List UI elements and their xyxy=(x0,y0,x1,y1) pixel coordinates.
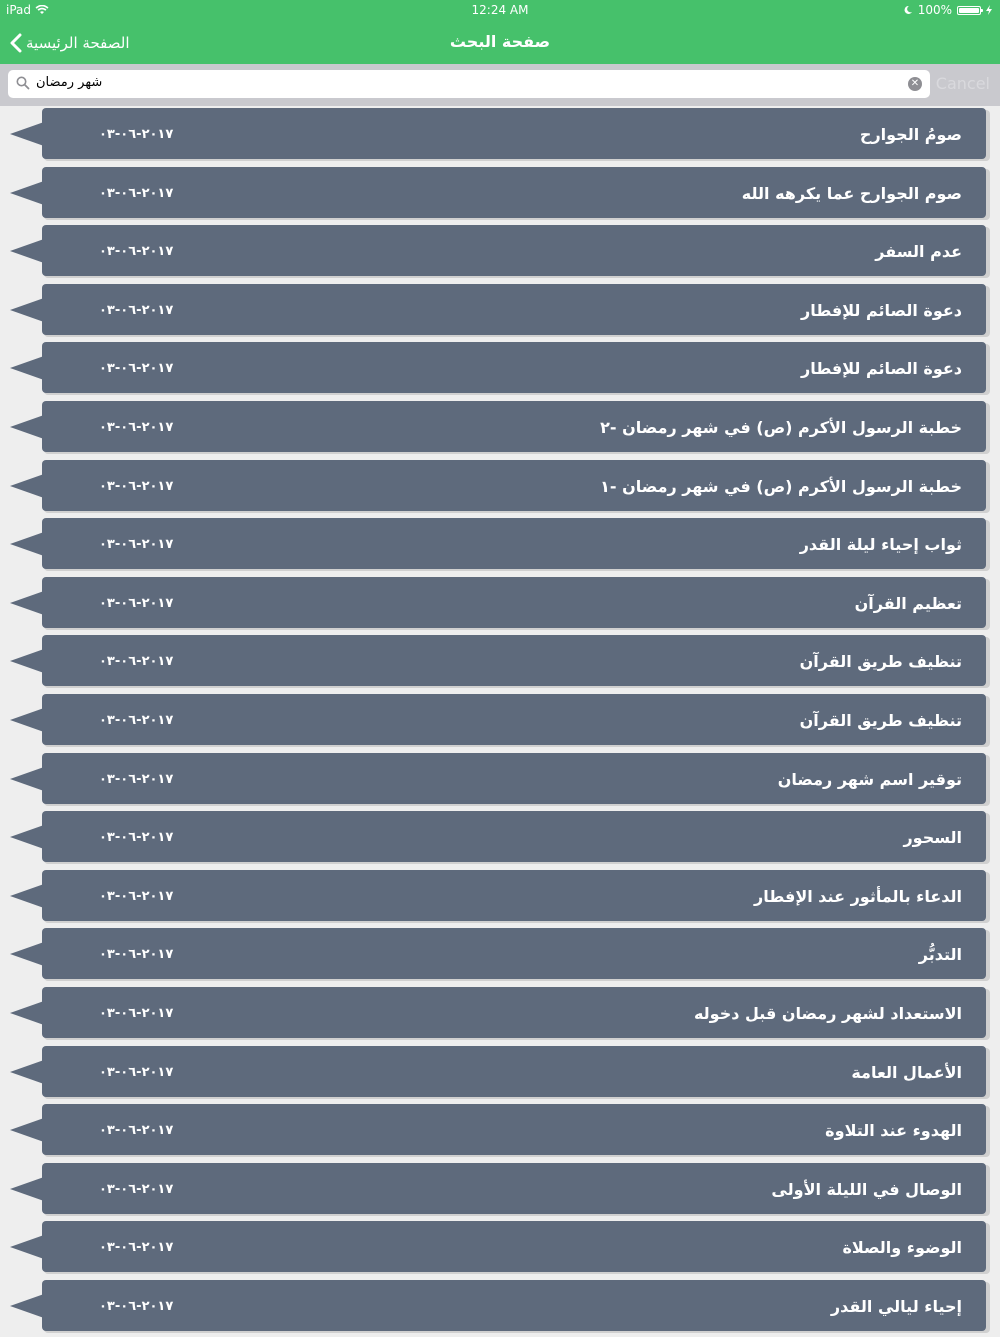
result-title: دعوة الصائم للإفطار xyxy=(800,359,962,379)
result-bubble xyxy=(42,225,986,276)
result-title: تنظيف طريق القرآن xyxy=(799,711,962,730)
bubble-tail xyxy=(10,942,44,966)
bubble-tail xyxy=(10,1235,44,1259)
result-bubble xyxy=(42,694,986,745)
result-row[interactable] xyxy=(0,165,1000,224)
result-date: ٢٠١٧-٠٦-٠٣ xyxy=(99,361,174,377)
bubble-tail xyxy=(10,122,44,146)
bubble-tail xyxy=(10,708,44,732)
result-date: ٢٠١٧-٠٦-٠٣ xyxy=(99,1299,174,1314)
result-bubble xyxy=(42,108,986,159)
bubble-tail xyxy=(10,181,44,205)
result-row[interactable] xyxy=(0,633,1000,692)
result-bubble xyxy=(42,1280,986,1331)
back-button-label: الصفحة الرئيسية xyxy=(26,34,130,52)
bubble-tail xyxy=(10,825,44,849)
result-date: ٢٠١٧-٠٦-٠٣ xyxy=(99,302,174,318)
result-date: ٢٠١٧-٠٦-٠٣ xyxy=(99,947,174,963)
result-date: ٢٠١٧-٠٦-٠٣ xyxy=(99,185,174,201)
result-date: ٢٠١٧-٠٦-٠٣ xyxy=(99,771,174,787)
result-title: توقير اسم شهر رمضان xyxy=(777,769,962,789)
result-row[interactable] xyxy=(0,926,1000,985)
result-title: الوضوء والصلاة xyxy=(842,1238,962,1258)
status-time: 12:24 AM xyxy=(471,3,529,17)
result-bubble xyxy=(42,401,986,452)
search-input-value: شهر رمضان xyxy=(36,75,103,90)
result-title: تنظيف طريق القرآن xyxy=(799,652,962,672)
result-date: ٢٠١٧-٠٦-٠٣ xyxy=(99,537,174,553)
battery-icon xyxy=(957,6,981,15)
result-title: إحياء ليالي القدر xyxy=(830,1297,962,1316)
result-title: ثواب إحياء ليلة القدر xyxy=(799,535,962,555)
result-row[interactable] xyxy=(0,1219,1000,1278)
result-row[interactable] xyxy=(0,985,1000,1044)
result-date: ٢٠١٧-٠٦-٠٣ xyxy=(99,1240,174,1256)
bubble-tail xyxy=(10,1118,44,1142)
result-title: عدم السفر xyxy=(875,242,962,262)
bubble-tail xyxy=(10,298,44,322)
result-bubble xyxy=(42,811,986,862)
status-right xyxy=(903,3,992,17)
result-title: الاستعداد لشهر رمضان قبل دخوله xyxy=(693,1004,962,1023)
result-bubble xyxy=(42,753,986,804)
moon-icon xyxy=(903,5,913,15)
result-date: ٢٠١٧-٠٦-٠٣ xyxy=(99,244,174,260)
result-bubble xyxy=(42,987,986,1038)
bubble-tail xyxy=(10,1001,44,1025)
page-title: صفحة البحث xyxy=(449,32,551,51)
result-bubble xyxy=(42,635,986,686)
result-row[interactable] xyxy=(0,1044,1000,1103)
bubble-tail xyxy=(10,1294,44,1318)
navigation-bar xyxy=(0,0,1000,64)
result-row[interactable] xyxy=(0,1278,1000,1337)
result-row[interactable] xyxy=(0,692,1000,751)
result-row[interactable] xyxy=(0,1161,1000,1220)
clear-search-icon[interactable]: ✕ xyxy=(908,77,922,91)
result-bubble xyxy=(42,518,986,569)
result-title: الوصال في الليلة الأولى xyxy=(771,1179,962,1199)
result-bubble xyxy=(42,928,986,979)
result-bubble xyxy=(42,577,986,628)
result-title: دعوة الصائم للإفطار xyxy=(800,300,962,320)
result-row[interactable] xyxy=(0,868,1000,927)
bubble-tail xyxy=(10,239,44,263)
bubble-tail xyxy=(10,591,44,615)
result-bubble xyxy=(42,167,986,218)
result-bubble xyxy=(42,460,986,511)
bubble-tail xyxy=(10,415,44,439)
result-title: الدعاء بالمأثور عند الإفطار xyxy=(754,886,962,906)
result-date: ٢٠١٧-٠٦-٠٣ xyxy=(99,830,174,846)
result-bubble xyxy=(42,342,986,393)
device-label: iPad xyxy=(6,3,32,17)
result-row[interactable] xyxy=(0,340,1000,399)
result-row[interactable] xyxy=(0,399,1000,458)
result-date: ٢٠١٧-٠٦-٠٣ xyxy=(99,420,174,435)
result-row[interactable] xyxy=(0,516,1000,575)
result-date: ٢٠١٧-٠٦-٠٣ xyxy=(99,127,174,142)
result-title: التدبُّر xyxy=(918,945,962,965)
result-date: ٢٠١٧-٠٦-٠٣ xyxy=(99,595,174,611)
bubble-tail xyxy=(10,767,44,791)
search-bar xyxy=(0,64,1000,106)
result-date: ٢٠١٧-٠٦-٠٣ xyxy=(99,1181,174,1197)
result-title: خطبة الرسول الأكرم (ص) في شهر رمضان -٢ xyxy=(600,418,962,437)
charging-icon xyxy=(986,5,992,15)
search-input[interactable] xyxy=(8,70,930,98)
result-bubble xyxy=(42,284,986,335)
result-date: ٢٠١٧-٠٦-٠٣ xyxy=(99,1123,174,1139)
search-icon xyxy=(16,76,30,90)
result-row[interactable] xyxy=(0,223,1000,282)
bubble-tail xyxy=(10,884,44,908)
result-title: الهدوء عند التلاوة xyxy=(825,1121,962,1141)
result-bubble xyxy=(42,870,986,921)
bubble-tail xyxy=(10,474,44,498)
result-row[interactable] xyxy=(0,106,1000,165)
result-row[interactable] xyxy=(0,809,1000,868)
bubble-tail xyxy=(10,1060,44,1084)
bubble-tail xyxy=(10,356,44,380)
result-bubble xyxy=(42,1046,986,1097)
battery-percent: 100% xyxy=(917,3,952,17)
result-date: ٢٠١٧-٠٦-٠٣ xyxy=(99,888,174,904)
result-date: ٢٠١٧-٠٦-٠٣ xyxy=(99,1064,174,1080)
result-date: ٢٠١٧-٠٦-٠٣ xyxy=(99,478,174,494)
result-bubble xyxy=(42,1221,986,1272)
result-row[interactable] xyxy=(0,575,1000,634)
result-row[interactable] xyxy=(0,282,1000,341)
cancel-button[interactable]: Cancel xyxy=(935,74,990,93)
result-title: صومُ الجوارح xyxy=(859,125,962,144)
result-title: صوم الجوارح عما يكرهه الله xyxy=(741,183,962,203)
result-date: ٢٠١٧-٠٦-٠٣ xyxy=(99,1006,174,1021)
result-date: ٢٠١٧-٠٦-٠٣ xyxy=(99,713,174,728)
result-row[interactable] xyxy=(0,458,1000,517)
result-bubble xyxy=(42,1104,986,1155)
bubble-tail xyxy=(10,649,44,673)
result-row[interactable] xyxy=(0,751,1000,810)
result-title: الأعمال العامة xyxy=(851,1062,962,1082)
result-title: تعظيم القرآن xyxy=(854,593,962,613)
result-bubble xyxy=(42,1163,986,1214)
result-title: خطبة الرسول الأكرم (ص) في شهر رمضان -١ xyxy=(600,476,962,496)
result-date: ٢٠١٧-٠٦-٠٣ xyxy=(99,654,174,670)
result-title: السحور xyxy=(903,828,962,848)
bubble-tail xyxy=(10,532,44,556)
result-row[interactable] xyxy=(0,1102,1000,1161)
bubble-tail xyxy=(10,1177,44,1201)
